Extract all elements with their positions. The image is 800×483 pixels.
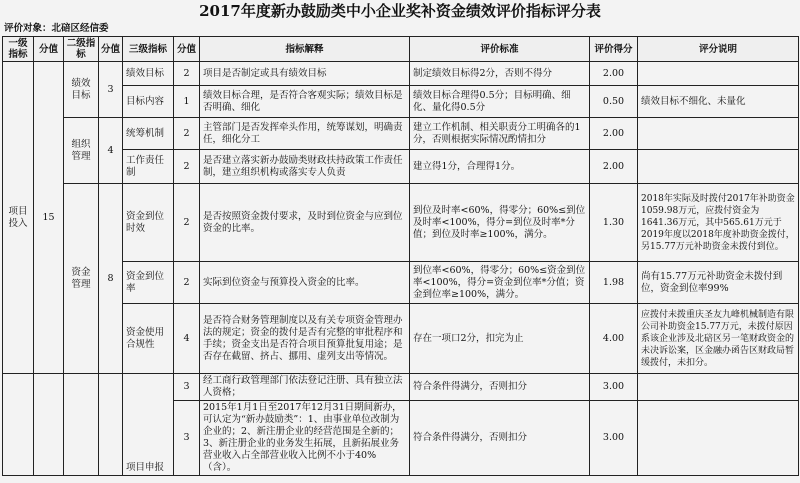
score-cell: 3.00: [590, 401, 638, 476]
table-row: [3, 374, 799, 401]
l3-value: 1: [174, 86, 200, 118]
criteria-cell: 到位及时率<60%，得零分；60%≤到位及时率<100%，得分=到位及时率*分值；到位及时率≥100%，满分。: [410, 184, 590, 262]
explain-cell: 是否符合财务管理制度以及有关专项资金管理办法的规定；资金的拨付是否有完整的审批程序和手续；资金支出是否符合项目预算批复用途；是否存在截留、挤占、挪用、虚列支出等情况。: [200, 304, 410, 374]
score-cell: 3.00: [590, 374, 638, 401]
l2-value: 4: [99, 118, 123, 184]
header-l2: 二级指标: [64, 37, 99, 62]
note-cell: [638, 374, 799, 401]
note-cell: [638, 150, 799, 184]
l2-name: 资金管理: [64, 184, 99, 374]
l3-value: 4: [174, 304, 200, 374]
table-row: [3, 118, 799, 150]
l1-value: 15: [34, 62, 64, 374]
l2-value: 8: [99, 184, 123, 374]
l3-value: 2: [174, 262, 200, 304]
l3-value: 2: [174, 62, 200, 86]
explain-cell: 绩效目标合理，是否符合客观实际；绩效目标是否明确、细化: [200, 86, 410, 118]
header-s3: 分值: [174, 37, 200, 62]
l1-value-empty: [34, 374, 64, 476]
l2-name-empty: [64, 374, 99, 476]
evaluatee-value: 北碚区经信委: [51, 23, 109, 34]
score-cell: 4.00: [590, 304, 638, 374]
score-cell: 1.30: [590, 184, 638, 262]
header-l3: 三级指标: [123, 37, 174, 62]
explain-cell: 是否建立落实新办鼓励类财政扶持政策工作责任制，建立组织机构或落实专人负责: [200, 150, 410, 184]
criteria-cell: 制定绩效目标得2分，否则不得分: [410, 62, 590, 86]
criteria-cell: 建立得1分，合理得1分。: [410, 150, 590, 184]
header-explain: 指标解释: [200, 37, 410, 62]
l3-name: 资金到位率: [123, 262, 174, 304]
note-cell: [638, 401, 799, 476]
l1-name: 项目投入: [3, 62, 34, 374]
l3-name: 项目申报: [123, 374, 174, 476]
explain-cell: 实际到位资金与预算投入资金的比率。: [200, 262, 410, 304]
score-cell: 2.00: [590, 118, 638, 150]
explain-cell: 主管部门是否发挥牵头作用，统筹谋划，明确责任，细化分工: [200, 118, 410, 150]
document-title: 2017年度新办鼓励类中小企业奖补资金绩效评价指标评分表: [199, 2, 601, 20]
score-cell: 0.50: [590, 86, 638, 118]
evaluatee-label: 评价对象：: [4, 23, 52, 34]
score-cell: 1.98: [590, 262, 638, 304]
criteria-cell: 存在一项口2分，扣完为止: [410, 304, 590, 374]
l3-name: 目标内容: [123, 86, 174, 118]
table-row: [3, 184, 799, 262]
criteria-cell: 绩效目标合理得0.5分；目标明确、细化、量化得0.5分: [410, 86, 590, 118]
explain-cell: 经工商行政管理部门依法登记注册、具有独立法人资格；: [200, 374, 410, 401]
table-row: [3, 86, 799, 118]
note-cell: 2018年实际及时拨付2017年补助资金1059.98万元，应拨付资金为1641.36万元，其中565.61万元于2019年度以2018年度补助资金拨付，另15.77万元补助资金未拨付到位。: [638, 184, 799, 262]
header-l1: 一级指标: [3, 37, 34, 62]
l3-value: 2: [174, 150, 200, 184]
criteria-cell: 符合条件得满分，否则扣分: [410, 374, 590, 401]
l2-value: 3: [99, 62, 123, 118]
header-criteria: 评价标准: [410, 37, 590, 62]
note-cell: [638, 118, 799, 150]
l3-value: 3: [174, 374, 200, 401]
l2-name: 组织管理: [64, 118, 99, 184]
header-row: [3, 37, 799, 62]
l3-value: 3: [174, 401, 200, 476]
l1-name-empty: [3, 374, 34, 476]
l3-name: 绩效目标: [123, 62, 174, 86]
evaluatee-line: [4, 22, 109, 36]
l3-name: 资金使用合规性: [123, 304, 174, 374]
l3-value: 2: [174, 118, 200, 150]
criteria-cell: 建立工作机制、相关职责分工明确各的1分，否则根据实际情况酌情扣分: [410, 118, 590, 150]
criteria-cell: 符合条件得满分，否则扣分: [410, 401, 590, 476]
score-cell: 2.00: [590, 62, 638, 86]
explain-cell: 2015年1月1日至2017年12月31日期间新办，可认定为“新办鼓励类”：1、由事业单位改制为企业的；2、新注册企业的经营范围是全新的；3、新注册企业的业务发生拓展，且新拓展业务营业收入占全部营业收入比例不小于40%（含）。: [200, 401, 410, 476]
header-score: 评价得分: [590, 37, 638, 62]
header-s2: 分值: [99, 37, 123, 62]
l3-name: 统筹机制: [123, 118, 174, 150]
table-row: [3, 150, 799, 184]
score-table: [2, 36, 799, 476]
header-s1: 分值: [34, 37, 64, 62]
header-note: 评分说明: [638, 37, 799, 62]
explain-cell: 项目是否制定或具有绩效目标: [200, 62, 410, 86]
l3-value: 2: [174, 184, 200, 262]
l2-name: 绩效目标: [64, 62, 99, 118]
note-cell: 绩效目标不细化、未量化: [638, 86, 799, 118]
l2-value-empty: [99, 374, 123, 476]
table-row: [3, 262, 799, 304]
score-cell: 2.00: [590, 150, 638, 184]
explain-cell: 是否按照资金拨付要求，及时到位资金与应到位资金的比率。: [200, 184, 410, 262]
table-row: [3, 62, 799, 86]
note-cell: 尚有15.77万元补助资金未拨付到位，资金到位率99%: [638, 262, 799, 304]
note-cell: [638, 62, 799, 86]
note-cell: 应拨付未拨重庆圣友九峰机械制造有限公司补助资金15.77万元，未拨付原因系该企业涉及北碚区另一笔财政资金的未决诉讼案，区金融办函告区财政局暂缓拨付，未扣分。: [638, 304, 799, 374]
l3-name: 资金到位时效: [123, 184, 174, 262]
l3-name: 工作责任制: [123, 150, 174, 184]
criteria-cell: 到位率<60%，得零分；60%≤资金到位率<100%，得分=资金到位率*分值；资金到位率≥100%，满分。: [410, 262, 590, 304]
table-row: [3, 304, 799, 374]
